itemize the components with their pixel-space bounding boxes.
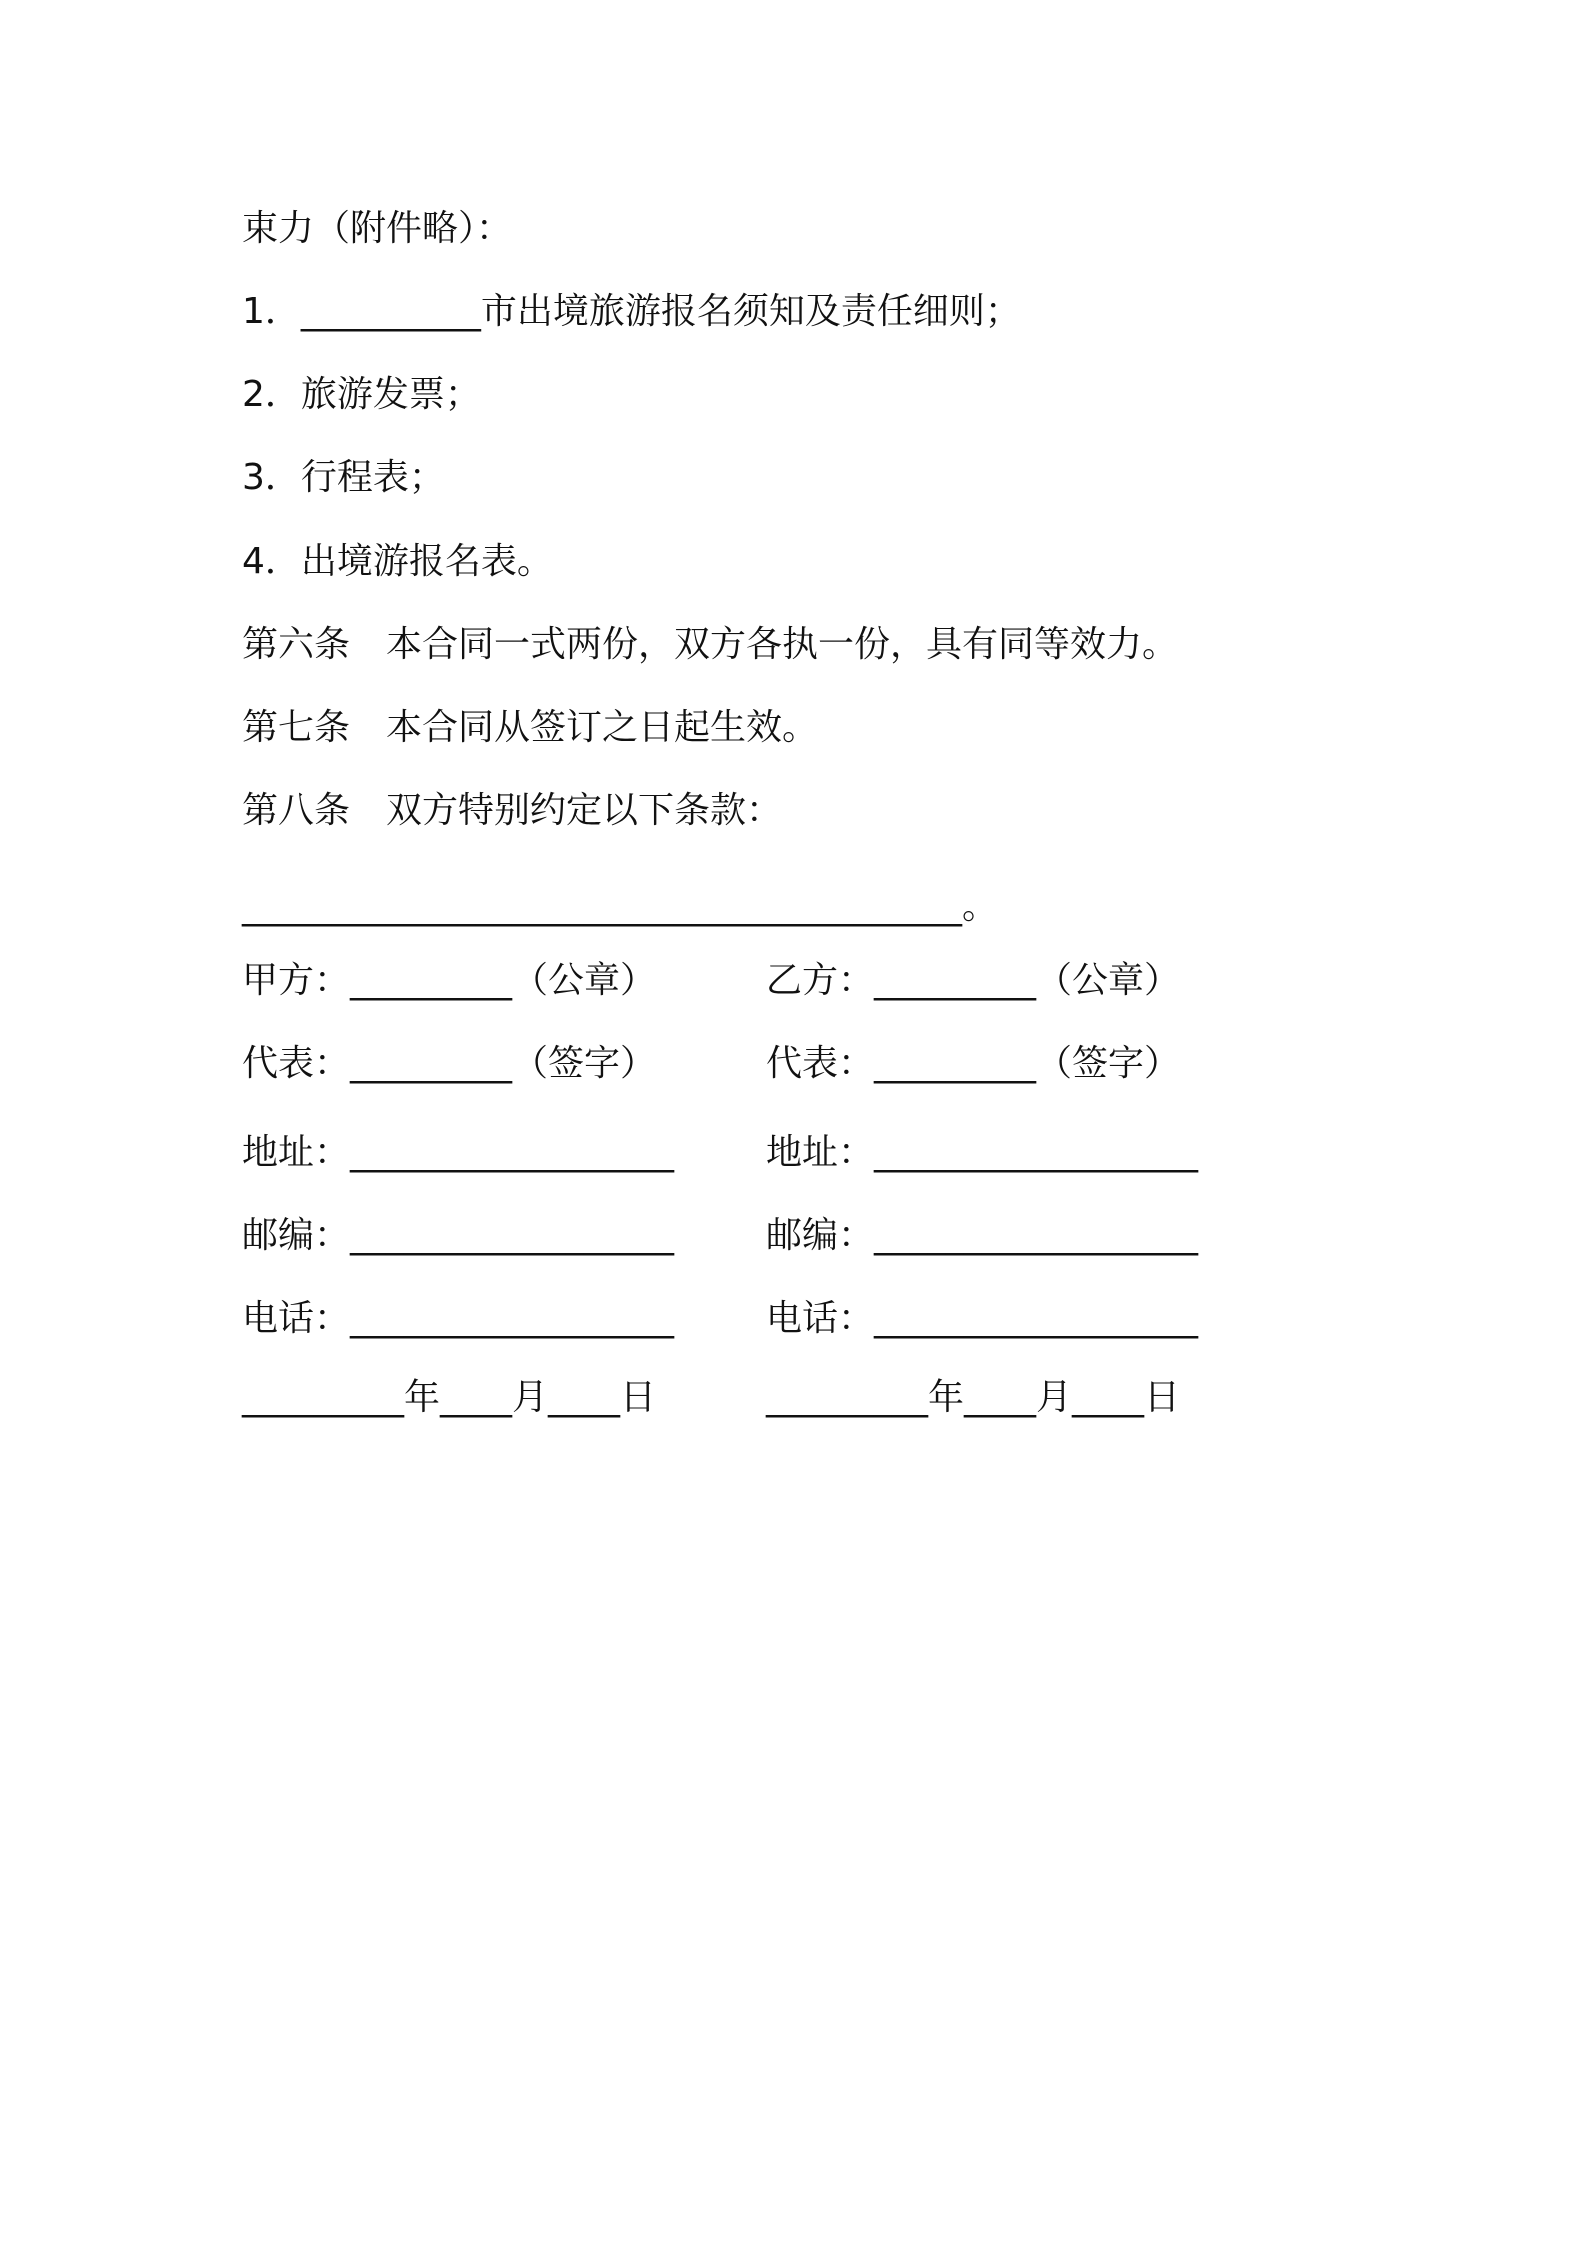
party-b-date: _________年____月____日 <box>766 1377 1180 1418</box>
party-a-address: 地址：__________________ <box>242 1132 675 1173</box>
party-b-representative: 代表：_________（签字） <box>766 1043 1181 1084</box>
party-b-phone: 电话：__________________ <box>766 1298 1199 1339</box>
article-6: 第六条 本合同一式两份，双方各执一份，具有同等效力。 <box>242 624 1179 665</box>
party-b-seal: 乙方：_________（公章） <box>766 960 1181 1001</box>
attachment-item-1: 1．__________市出境旅游报名须知及责任细则； <box>242 291 1021 332</box>
article-8: 第八条 双方特别约定以下条款： <box>242 790 783 831</box>
party-a-representative: 代表：_________（签字） <box>242 1043 657 1084</box>
party-b-address: 地址：__________________ <box>766 1132 1199 1173</box>
attachment-item-3: 3．行程表； <box>242 457 445 498</box>
party-a-postcode: 邮编：__________________ <box>242 1215 675 1256</box>
attachment-item-2: 2．旅游发票； <box>242 374 481 415</box>
attachment-item-4: 4．出境游报名表。 <box>242 541 553 582</box>
party-b-postcode: 邮编：__________________ <box>766 1215 1199 1256</box>
special-terms-blank: ________________________________________。 <box>242 886 998 927</box>
party-a-phone: 电话：__________________ <box>242 1298 675 1339</box>
party-a-date: _________年____月____日 <box>242 1377 656 1418</box>
intro-text: 束力（附件略）： <box>242 208 513 249</box>
party-a-seal: 甲方：_________（公章） <box>242 960 657 1001</box>
article-7: 第七条 本合同从签订之日起生效。 <box>242 707 819 748</box>
